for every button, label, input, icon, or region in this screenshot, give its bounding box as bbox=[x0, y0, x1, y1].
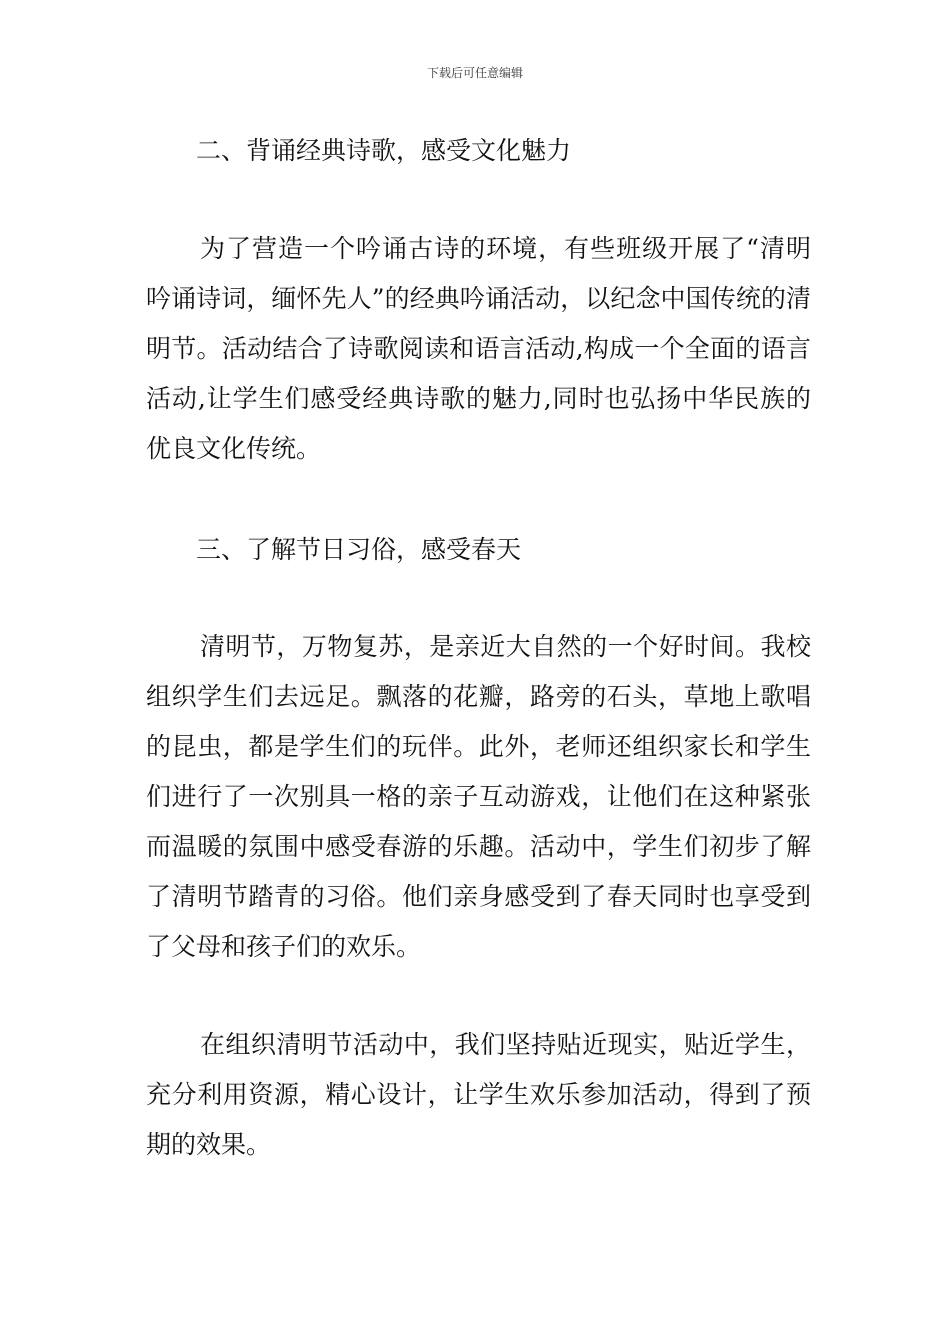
section-heading-3: 三、了解节日习俗，感受春天 bbox=[196, 535, 522, 564]
section-paragraph-2: 为了营造一个吟诵古诗的环境，有些班级开展了“清明吟诵诗词，缅怀先人”的经典吟诵活动，以纪念中国传统的清明节。活动结合了诗歌阅读和语言活动,构成一个全面的语言活动,让学生们感受经典诗歌的魅力,同时也弘扬中华民族的优良文化传统。 bbox=[146, 234, 811, 463]
section-paragraph-3: 清明节，万物复苏，是亲近大自然的一个好时间。我校组织学生们去远足。飘落的花瓣，路旁的石头，草地上歌唱的昆虫，都是学生们的玩伴。此外，老师还组织家长和学生们进行了一次别具一格的亲子互动游戏，让他们在这种紧张而温暖的氛围中感受春游的乐趣。活动中，学生们初步了解了清明节踏青的习俗。他们亲身感受到了春天同时也享受到了父母和孩子们的欢乐。 bbox=[146, 632, 811, 961]
page-header-note: 下载后可任意编辑 bbox=[426, 66, 523, 80]
closing-paragraph: 在组织清明节活动中，我们坚持贴近现实，贴近学生，充分利用资源，精心设计，让学生欢乐参加活动，得到了预期的效果。 bbox=[146, 1030, 811, 1159]
section-heading-2: 二、背诵经典诗歌，感受文化魅力 bbox=[196, 136, 572, 165]
